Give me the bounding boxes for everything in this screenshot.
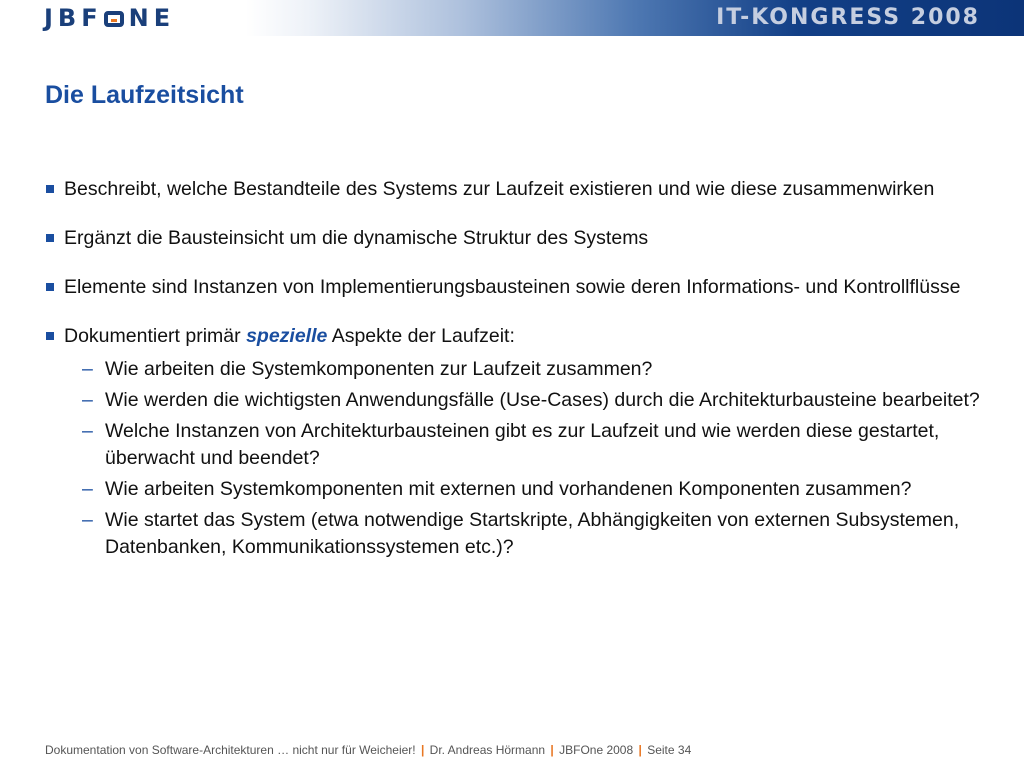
sub-bullet-text: Wie arbeiten die Systemkomponenten zur Laufzeit zusammen? [105, 358, 653, 380]
footer-page-number: Seite 34 [647, 743, 692, 757]
sub-bullet-item [44, 418, 984, 472]
footer-separator: | [550, 743, 554, 757]
sub-bullet-item [44, 507, 984, 561]
slide-footer [45, 742, 691, 758]
sub-bullet-item [44, 387, 984, 414]
dash-bullet-icon: – [82, 509, 93, 531]
square-bullet-icon [46, 234, 54, 242]
sub-bullet-item [44, 476, 984, 503]
sub-bullet-text: Welche Instanzen von Architekturbausteinen gibt es zur Laufzeit und wie werden diese gestartet, überwacht und beendet? [105, 420, 940, 469]
footer-course-title: Dokumentation von Software-Architekturen … nicht nur für Weicheier! [45, 743, 416, 757]
bullet-text: Ergänzt die Bausteinsicht um die dynamische Struktur des Systems [64, 227, 649, 249]
bullet-text: Beschreibt, welche Bestandteile des Systems zur Laufzeit existieren und wie diese zusammenwirken [64, 178, 935, 200]
logo-o-icon [104, 11, 124, 27]
jbfone-logo [44, 5, 175, 31]
bullet-text-prefix: Dokumentiert primär [64, 325, 247, 347]
dash-bullet-icon: – [82, 389, 93, 411]
slide-content [44, 176, 984, 565]
sub-bullet-text: Wie werden die wichtigsten Anwendungsfälle (Use-Cases) durch die Architekturbausteine bearbeitet? [105, 389, 980, 411]
bullet-item [44, 225, 984, 252]
square-bullet-icon [46, 283, 54, 291]
footer-event: JBFOne 2008 [559, 743, 634, 757]
footer-separator: | [638, 743, 642, 757]
event-title: IT-KONGRESS 2008 [716, 5, 980, 30]
bullet-item [44, 323, 984, 350]
footer-author: Dr. Andreas Hörmann [429, 743, 546, 757]
dash-bullet-icon: – [82, 420, 93, 442]
dash-bullet-icon: – [82, 478, 93, 500]
bullet-emphasis: spezielle [246, 325, 328, 347]
dash-bullet-icon: – [82, 358, 93, 380]
footer-separator: | [420, 743, 425, 757]
bullet-text: Elemente sind Instanzen von Implementierungsbausteinen sowie deren Informations- und Kontrollflüsse [64, 276, 961, 298]
bullet-item [44, 274, 984, 301]
slide-title: Die Laufzeitsicht [45, 81, 244, 109]
logo-text-right: NE [128, 4, 176, 32]
bullet-item [44, 176, 984, 203]
square-bullet-icon [46, 332, 54, 340]
square-bullet-icon [46, 185, 54, 193]
sub-bullet-text: Wie startet das System (etwa notwendige Startskripte, Abhängigkeiten von externen Subsystemen, Datenbanken, Kommunikationssystemen etc.)? [105, 509, 960, 558]
logo-text-left: JBF [44, 4, 103, 32]
bullet-text-suffix: Aspekte der Laufzeit: [327, 325, 515, 347]
sub-bullet-item [44, 356, 984, 383]
sub-bullet-text: Wie arbeiten Systemkomponenten mit externen und vorhandenen Komponenten zusammen? [105, 478, 912, 500]
